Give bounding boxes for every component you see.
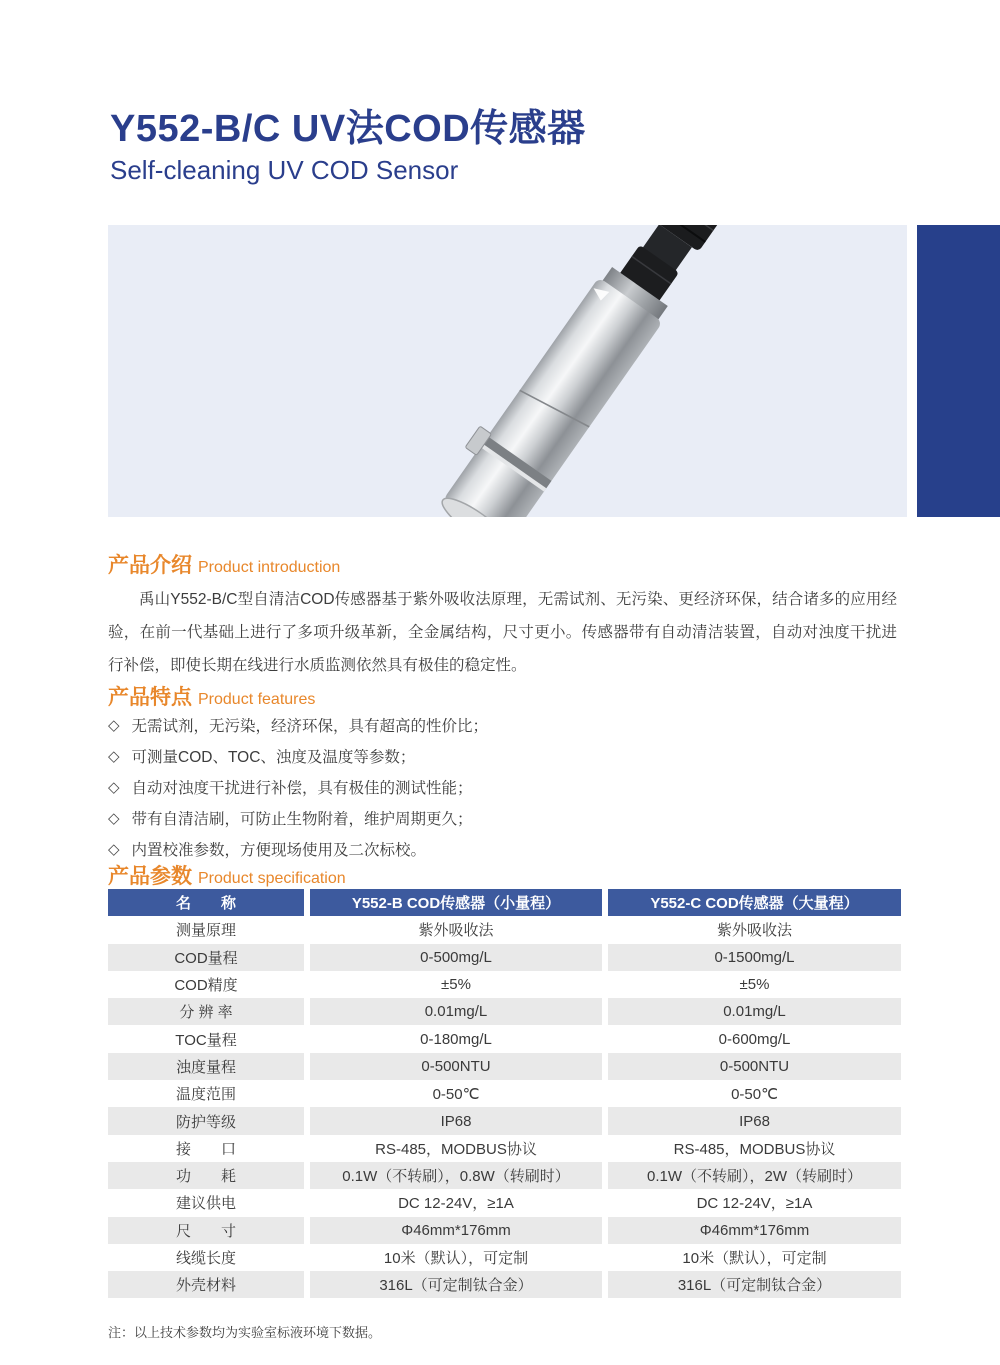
row-value: IP68: [608, 1107, 901, 1134]
feature-item: [108, 807, 888, 838]
page-subtitle: Self-cleaning UV COD Sensor: [110, 154, 459, 185]
row-value: 316L（可定制钛合金）: [608, 1271, 901, 1298]
row-value: DC 12-24V，≥1A: [608, 1189, 901, 1216]
section-features-title-zh: 产品特点: [108, 686, 192, 709]
row-value: Φ46mm*176mm: [608, 1217, 901, 1244]
diamond-bullet-icon: ◇: [108, 717, 120, 734]
feature-text: 自动对浊度干扰进行补偿，具有极佳的测试性能；: [131, 780, 473, 797]
page-title: Y552-B/C UV法COD传感器: [110, 108, 586, 150]
table-row: [108, 1162, 905, 1189]
spec-table-body: [108, 916, 905, 1298]
row-value: 0-500NTU: [310, 1053, 602, 1080]
feature-item: [108, 714, 888, 745]
spec-table: [108, 889, 905, 1298]
row-label: 线缆长度: [108, 1244, 304, 1271]
row-value: 0.1W（不转刷），0.8W（转刷时）: [310, 1162, 602, 1189]
row-label: COD精度: [108, 971, 304, 998]
feature-text: 可测量COD、TOC、浊度及温度等参数；: [131, 749, 416, 766]
table-row: [108, 1244, 905, 1271]
row-label: 尺 寸: [108, 1217, 304, 1244]
row-value: ±5%: [310, 971, 602, 998]
table-row: [108, 1189, 905, 1216]
row-value: 0-50℃: [310, 1080, 602, 1107]
row-value: 10米（默认），可定制: [310, 1244, 602, 1271]
table-row: [108, 1135, 905, 1162]
row-value: 0-500mg/L: [310, 944, 602, 971]
diamond-bullet-icon: ◇: [108, 779, 120, 796]
column-header-y552c: Y552-C COD传感器（大量程）: [608, 889, 901, 916]
row-label: 浊度量程: [108, 1053, 304, 1080]
row-value: 0.01mg/L: [608, 998, 901, 1025]
table-row: [108, 944, 905, 971]
diamond-bullet-icon: ◇: [108, 748, 120, 765]
feature-text: 内置校准参数，方便现场使用及二次标校。: [131, 842, 427, 859]
sensor-illustration: [427, 225, 839, 517]
row-label: COD量程: [108, 944, 304, 971]
row-value: DC 12-24V，≥1A: [310, 1189, 602, 1216]
table-row: [108, 1080, 905, 1107]
table-row: [108, 916, 905, 943]
row-label: 外壳材料: [108, 1271, 304, 1298]
table-row: [108, 1271, 905, 1298]
row-value: 316L（可定制钛合金）: [310, 1271, 602, 1298]
row-label: 功 耗: [108, 1162, 304, 1189]
table-row: [108, 1053, 905, 1080]
row-value: 0-1500mg/L: [608, 944, 901, 971]
feature-item: [108, 776, 888, 807]
row-value: 0-600mg/L: [608, 1025, 901, 1052]
diamond-bullet-icon: ◇: [108, 841, 120, 858]
row-value: 10米（默认），可定制: [608, 1244, 901, 1271]
section-specs-title-en: Product specification: [198, 870, 346, 887]
row-label: 温度范围: [108, 1080, 304, 1107]
diamond-bullet-icon: ◇: [108, 810, 120, 827]
spec-table-header-row: [108, 889, 905, 916]
table-row: [108, 998, 905, 1025]
section-features-title-en: Product features: [198, 691, 316, 708]
column-header-name: 名 称: [108, 889, 304, 916]
row-value: 0-180mg/L: [310, 1025, 602, 1052]
table-row: [108, 1217, 905, 1244]
section-intro-title-en: Product introduction: [198, 559, 341, 576]
table-row: [108, 1107, 905, 1134]
feature-item: [108, 745, 888, 776]
row-value: 0-50℃: [608, 1080, 901, 1107]
row-value: IP68: [310, 1107, 602, 1134]
intro-paragraph: 禹山Y552-B/C型自清洁COD传感器基于紫外吸收法原理，无需试剂、无污染、更经济环保，结合诸多的应用经验，在前一代基础上进行了多项升级革新，全金属结构，尺寸更小。传感器带有自动清洁装置，自动对浊度干扰进行补偿，即使长期在线进行水质监测依然具有极佳的稳定性。: [108, 591, 897, 674]
footnote: 注：以上技术参数均为实验室标液环境下数据。: [108, 1325, 382, 1340]
section-specs-title-zh: 产品参数: [108, 865, 192, 888]
section-intro-title-zh: 产品介绍: [108, 554, 192, 577]
row-value: Φ46mm*176mm: [310, 1217, 602, 1244]
row-value: 0.01mg/L: [310, 998, 602, 1025]
row-value: 0.1W（不转刷），2W（转刷时）: [608, 1162, 901, 1189]
column-header-y552b: Y552-B COD传感器（小量程）: [310, 889, 602, 916]
table-row: [108, 1025, 905, 1052]
product-banner: [108, 225, 907, 517]
row-label: 建议供电: [108, 1189, 304, 1216]
section-heading-features: [108, 681, 315, 711]
row-label: 接 口: [108, 1135, 304, 1162]
title-block: [110, 108, 586, 184]
row-value: 紫外吸收法: [310, 916, 602, 943]
side-accent-bar: [917, 225, 1000, 517]
feature-list: [108, 714, 888, 869]
row-label: 防护等级: [108, 1107, 304, 1134]
row-value: 0-500NTU: [608, 1053, 901, 1080]
row-value: ±5%: [608, 971, 901, 998]
section-heading-intro: [108, 549, 340, 579]
row-value: RS-485，MODBUS协议: [310, 1135, 602, 1162]
row-label: TOC量程: [108, 1025, 304, 1052]
feature-text: 带有自清洁刷，可防止生物附着，维护周期更久；: [131, 811, 473, 828]
feature-text: 无需试剂，无污染，经济环保，具有超高的性价比；: [131, 718, 489, 735]
row-label: 分 辨 率: [108, 998, 304, 1025]
row-value: RS-485，MODBUS协议: [608, 1135, 901, 1162]
row-value: 紫外吸收法: [608, 916, 901, 943]
row-label: 测量原理: [108, 916, 304, 943]
table-row: [108, 971, 905, 998]
sensor-product-photo: [108, 225, 907, 517]
section-heading-specs: [108, 860, 346, 890]
